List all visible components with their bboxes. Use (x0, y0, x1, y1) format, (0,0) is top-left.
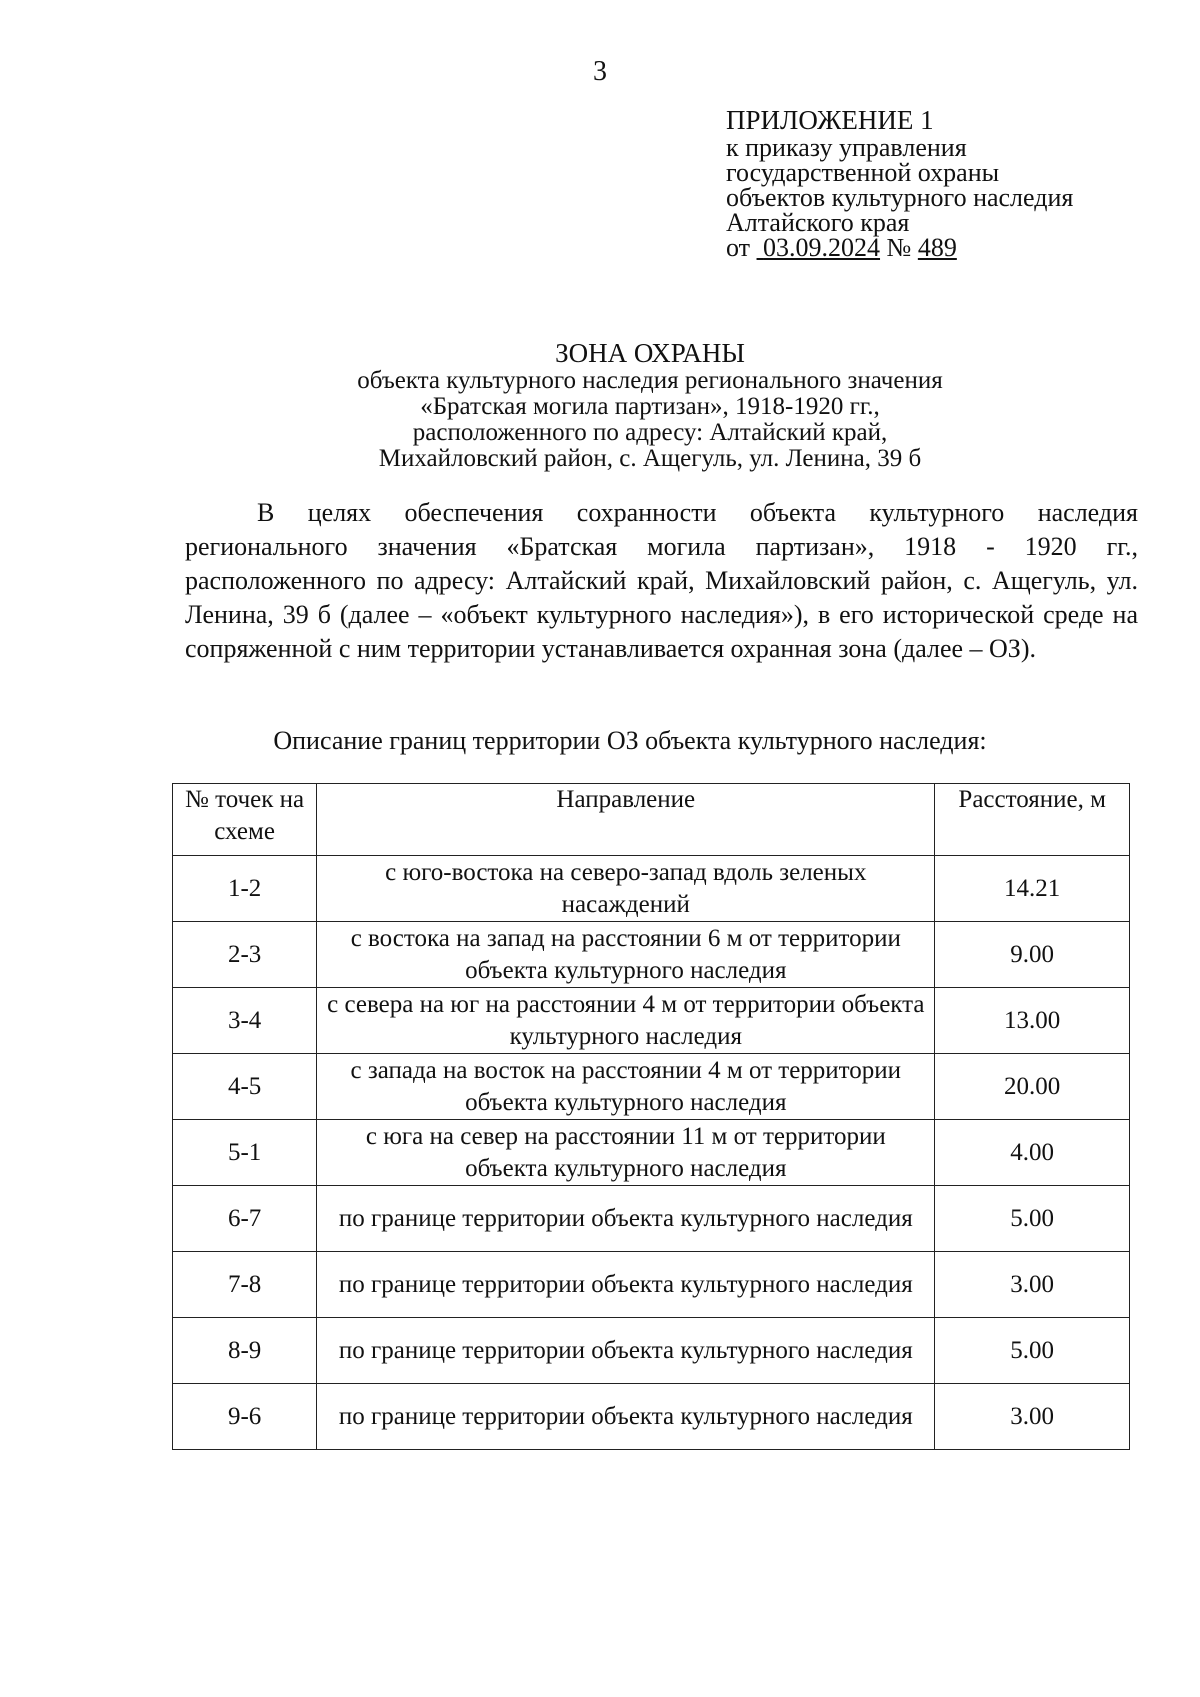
appendix-date-line (726, 235, 1073, 260)
cell-distance: 5.00 (935, 1186, 1130, 1252)
boundary-table (172, 783, 1130, 1450)
cell-points: 2-3 (173, 922, 317, 988)
appendix-block (726, 105, 1074, 262)
cell-direction: по границе территории объекта культурного наследия (317, 1186, 935, 1252)
appendix-line: к приказу управления (726, 133, 967, 162)
header-direction: Направление (317, 784, 935, 856)
cell-points: 6-7 (173, 1186, 317, 1252)
table-row (173, 1318, 1130, 1384)
cell-points: 5-1 (173, 1120, 317, 1186)
appendix-line: объектов культурного наследия (726, 183, 1074, 212)
table-header-row (173, 784, 1130, 856)
cell-distance: 3.00 (935, 1384, 1130, 1450)
table-row (173, 1054, 1130, 1120)
zone-title: ЗОНА ОХРАНЫ (555, 338, 745, 368)
intro-paragraph: В целях обеспечения сохранности объекта культурного наследия регионального значения «Братская могила партизан», 1918 - 1920 гг., расположенного по адресу: Алтайский край, Михайловский район, с. Ащегуль, ул. Ленина, 39 б (далее – «объект культурного наследия»), в его исторической среде на сопряженной с ним территории устанавливается охранная зона (далее – ОЗ). (185, 498, 1138, 663)
cell-direction: с юга на север на расстоянии 11 м от территории объекта культурного наследия (317, 1120, 935, 1186)
cell-distance: 9.00 (935, 922, 1130, 988)
appendix-line: Алтайского края (726, 208, 910, 237)
date-prefix: от (726, 233, 751, 262)
zone-subtitle-line: объекта культурного наследия регионального значения (357, 367, 943, 394)
cell-points: 4-5 (173, 1054, 317, 1120)
order-number: 489 (917, 233, 957, 262)
cell-distance: 4.00 (935, 1120, 1130, 1186)
zone-subtitle-line: расположенного по адресу: Алтайский край, (412, 419, 888, 446)
cell-points: 1-2 (173, 856, 317, 922)
cell-distance: 13.00 (935, 988, 1130, 1054)
appendix-line: государственной охраны (726, 158, 1000, 187)
table-row (173, 1252, 1130, 1318)
table-row (173, 1384, 1130, 1450)
cell-distance: 3.00 (935, 1252, 1130, 1318)
zone-subtitle-line: Михайловский район, с. Ащегуль, ул. Ленина, 39 б (378, 445, 922, 472)
cell-direction: по границе территории объекта культурного наследия (317, 1318, 935, 1384)
table-row (173, 922, 1130, 988)
zone-heading (150, 340, 1150, 472)
cell-direction: по границе территории объекта культурного наследия (317, 1252, 935, 1318)
table-row (173, 856, 1130, 922)
cell-points: 7-8 (173, 1252, 317, 1318)
number-sign: № (886, 233, 912, 262)
cell-points: 9-6 (173, 1384, 317, 1450)
appendix-title: ПРИЛОЖЕНИЕ 1 (726, 105, 934, 135)
cell-distance: 14.21 (935, 856, 1130, 922)
cell-direction: с севера на юг на расстоянии 4 м от территории объекта культурного наследия (317, 988, 935, 1054)
header-points: № точек на схеме (173, 784, 317, 856)
cell-direction: с запада на восток на расстоянии 4 м от территории объекта культурного наследия (317, 1054, 935, 1120)
header-distance: Расстояние, м (935, 784, 1130, 856)
cell-distance: 20.00 (935, 1054, 1130, 1120)
cell-direction: по границе территории объекта культурного наследия (317, 1384, 935, 1450)
table-row (173, 1186, 1130, 1252)
page-number: 3 (593, 56, 607, 87)
table-row (173, 1120, 1130, 1186)
table-row (173, 988, 1130, 1054)
cell-direction: с юго-востока на северо-запад вдоль зеленых насаждений (317, 856, 935, 922)
order-date: 03.09.2024 (763, 233, 881, 262)
cell-points: 8-9 (173, 1318, 317, 1384)
table-caption: Описание границ территории ОЗ объекта культурного наследия: (273, 726, 987, 755)
cell-direction: с востока на запад на расстоянии 6 м от территории объекта культурного наследия (317, 922, 935, 988)
cell-distance: 5.00 (935, 1318, 1130, 1384)
zone-subtitle-line: «Братская могила партизан», 1918-1920 гг., (420, 393, 880, 420)
cell-points: 3-4 (173, 988, 317, 1054)
